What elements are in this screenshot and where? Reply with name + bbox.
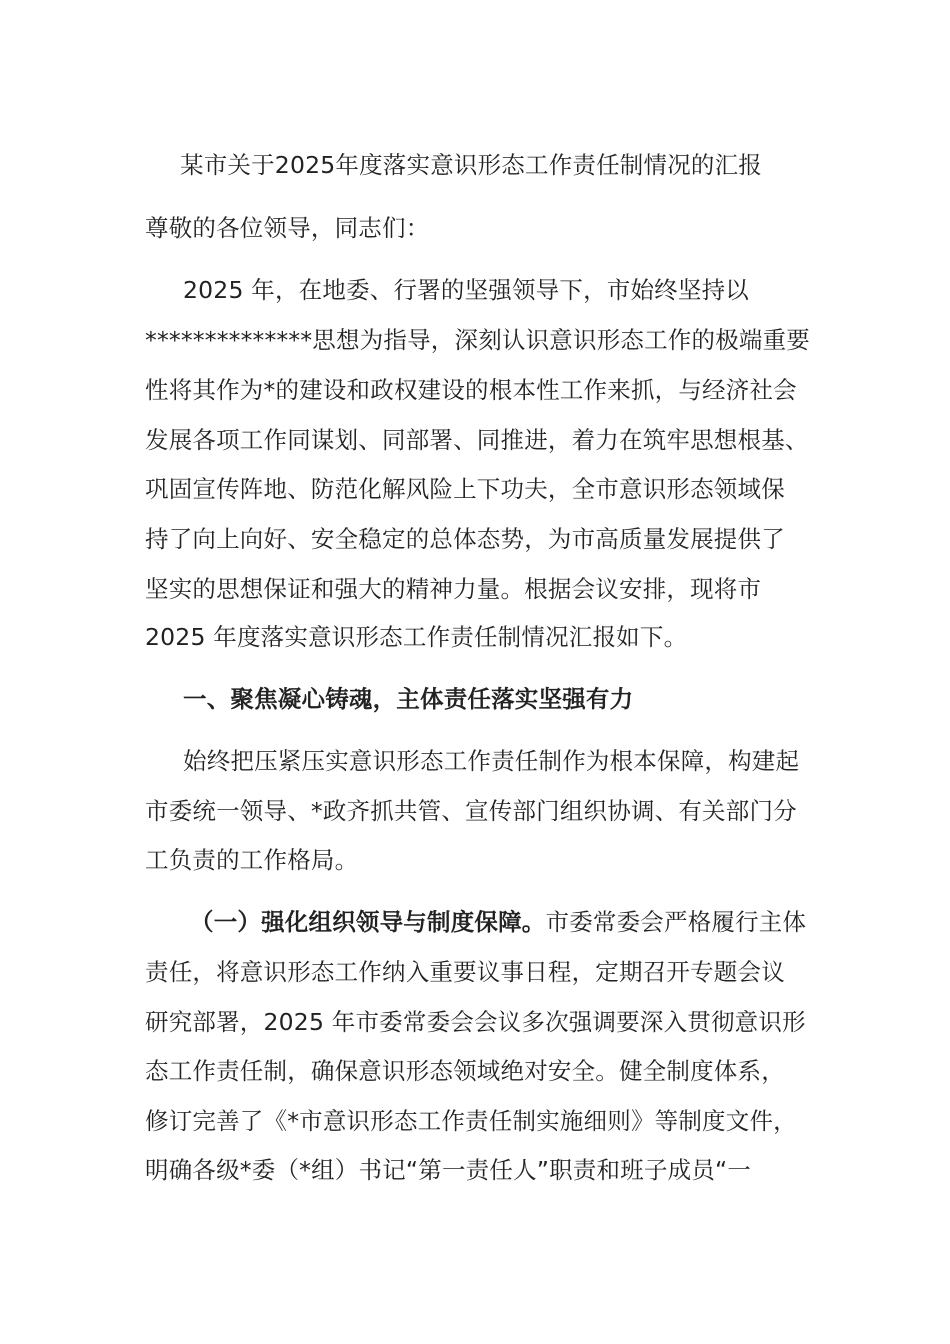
intro-line: 巩固宣传阵地、防范化解风险上下功夫，全市意识形态领域保 xyxy=(145,475,785,503)
subsection-line: 修订完善了《*市意识形态工作责任制实施细则》等制度文件， xyxy=(145,1107,797,1135)
subsection-line: 责任，将意识形态工作纳入重要议事日程，定期召开专题会议 xyxy=(145,958,785,986)
intro-line: 2025 年，在地委、行署的坚强领导下，市始终坚持以 xyxy=(183,276,749,304)
subsection-heading: （一）强化组织领导与制度保障。 xyxy=(190,908,546,936)
salutation: 尊敬的各位领导，同志们： xyxy=(145,214,430,242)
section-paragraph-line: 工负责的工作格局。 xyxy=(145,846,359,874)
section-paragraph-line: 始终把压紧压实意识形态工作责任制作为根本保障，构建起 xyxy=(183,747,800,775)
intro-line: 2025 年度落实意识形态工作责任制情况汇报如下。 xyxy=(145,623,688,651)
intro-line: 发展各项工作同谋划、同部署、同推进，着力在筑牢思想根基、 xyxy=(145,426,809,454)
subsection-line: 研究部署，2025 年市委常委会会议多次强调要深入贯彻意识形 xyxy=(145,1008,806,1036)
section-heading: 一、聚焦凝心铸魂，主体责任落实坚强有力 xyxy=(183,685,634,713)
intro-line: 持了向上向好、安全稳定的总体态势，为市高质量发展提供了 xyxy=(145,525,785,553)
intro-line: **************思想为指导，深刻认识意识形态工作的极端重要 xyxy=(145,326,810,354)
subsection-line: 明确各级*委（*组）书记“第一责任人”职责和班子成员“一 xyxy=(145,1156,752,1184)
subsection-text: 市委常委会严格履行主体 xyxy=(545,908,807,936)
subsection-line: 态工作责任制，确保意识形态领域绝对安全。健全制度体系， xyxy=(145,1057,785,1085)
section-paragraph-line: 市委统一领导、*政齐抓共管、宣传部门组织协调、有关部门分 xyxy=(145,797,797,825)
intro-line: 坚实的思想保证和强大的精神力量。根据会议安排，现将市 xyxy=(145,575,762,603)
document-title: 某市关于2025年度落实意识形态工作责任制情况的汇报 xyxy=(180,151,763,179)
intro-line: 性将其作为*的建设和政权建设的根本性工作来抓，与经济社会 xyxy=(145,376,797,404)
subsection-first-line xyxy=(190,907,806,937)
